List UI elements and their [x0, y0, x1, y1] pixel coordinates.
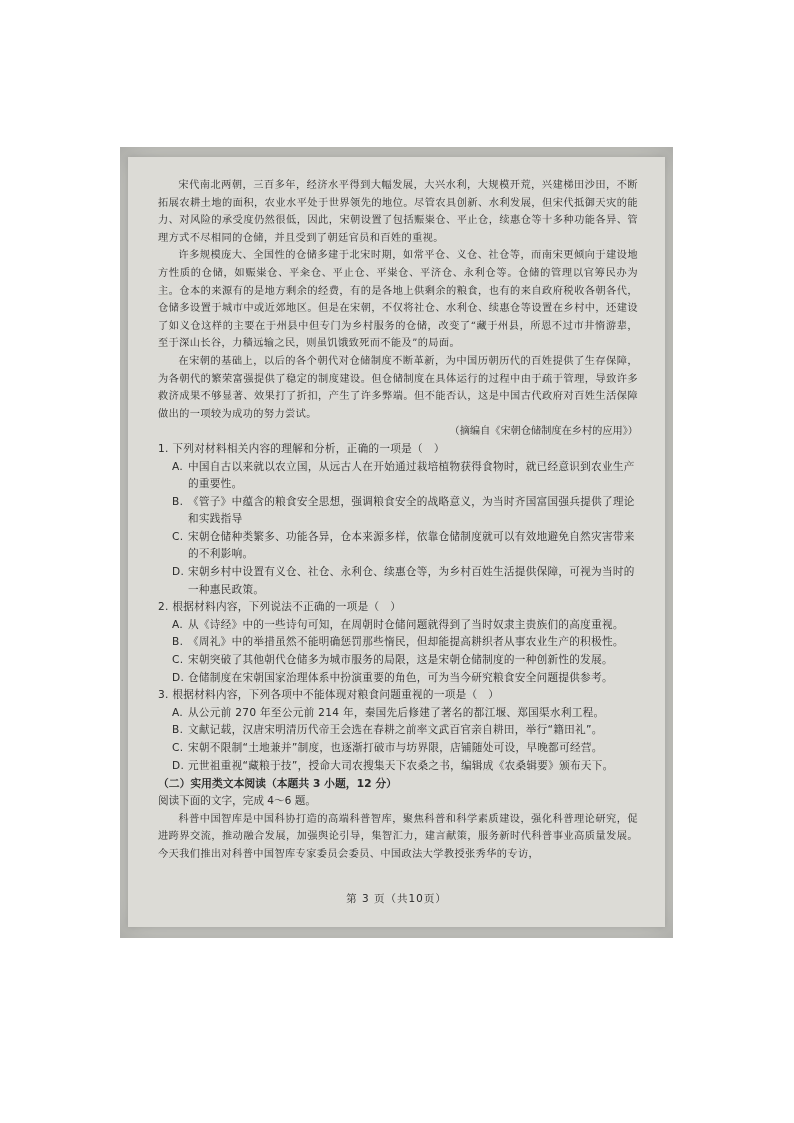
- option-label: B.: [172, 636, 184, 649]
- page-content: [158, 177, 638, 864]
- question-2-stem: 2. 根据材料内容，下列说法不正确的一项是（ ）: [158, 601, 402, 614]
- question-1-option-c: [172, 529, 638, 564]
- option-text: 宋朝不限制“土地兼并”制度，也逐渐打破市与坊界限，店铺随处可设，早晚都可经营。: [188, 742, 603, 754]
- question-1-option-b: [172, 494, 638, 529]
- photo-background: [120, 147, 673, 938]
- option-label: A.: [172, 706, 184, 719]
- passage-paragraph-2: 许多规模庞大、全国性的仓储多建于北宋时期，如常平仓、义仓、社仓等，而南宋更倾向于建设地方性质的仓储，如赈粜仓、平籴仓、平止仓、平粜仓、平济仓、永利仓等。仓储的管理以官筹民办为主。仓本的来源有的是地方剩余的经费，有的是各地上供剩余的粮食，也有的来自政府税收各朝各代，仓储多设置于城市中或近郊地区。但是在宋朝，不仅将社仓、水利仓、续惠仓等设置在乡村中，还建设了如义仓这样的主要在于州县中但专门为乡村服务的仓储，改变了“藏于州县，所恩不过市井惰游辈，至于深山长谷，力穑远输之民，则虽饥饿致死而不能及”的局面。: [158, 250, 638, 350]
- option-text: 《周礼》中的举措虽然不能明确惩罚那些惰民，但却能提高耕织者从事农业生产的积极性。: [188, 636, 624, 649]
- exam-page: [128, 157, 665, 927]
- option-text: 元世祖重视“藏粮于技”，授命大司农搜集天下农桑之书，编辑成《农桑辑要》颁布天下。: [188, 759, 614, 772]
- option-label: A.: [172, 618, 184, 631]
- option-label: C.: [172, 742, 184, 754]
- section-paragraph: 科普中国智库是中国科协打造的高端科普智库，聚焦科普和科学素质建设，强化科普理论研究，促进跨界交流，推动融合发展，加强舆论引导，集智汇力，建言献策，服务新时代科普事业高质量发展。今天我们推出对科普中国智库专家委员会委员、中国政法大学教授张秀华的专访，: [158, 813, 638, 860]
- option-label: C.: [172, 530, 184, 543]
- option-text: 宋朝突破了其他朝代仓储多为城市服务的局限，这是宋朝仓储制度的一种创新性的发展。: [188, 654, 613, 667]
- option-label: B.: [172, 724, 184, 737]
- option-label: C.: [172, 654, 184, 667]
- option-text: 仓储制度在宋朝国家治理体系中扮演重要的角色，可为当今研究粮食安全问题提供参考。: [188, 671, 613, 684]
- passage-source: （摘编自《宋朝仓储制度在乡村的应用》）: [449, 426, 638, 438]
- option-label: B.: [172, 495, 184, 508]
- option-text: 从《诗经》中的一些诗句可知，在周朝时仓储问题就得到了当时奴隶主贵族们的高度重视。: [188, 618, 624, 631]
- question-1-option-d: [172, 564, 638, 599]
- option-label: A.: [172, 460, 184, 473]
- question-3-option-d: [172, 758, 638, 776]
- passage-paragraph-3: 在宋朝的基础上，以后的各个朝代对仓储制度不断革新，为中国历朝历代的百姓提供了生存保障，为各朝代的繁荣富强提供了稳定的制度建设。但仓储制度在具体运行的过程中由于疏于管理，导致许多救济成果不够显著、效果打了折扣，产生了许多弊端。但不能否认，这是中国古代政府对百姓生活保障做出的一项较为成功的努力尝试。: [158, 355, 638, 420]
- question-3-option-b: [172, 722, 638, 740]
- option-text: 《管子》中蕴含的粮食安全思想，强调粮食安全的战略意义，为当时齐国富国强兵提供了理论和实践指导: [188, 495, 635, 526]
- option-label: D.: [172, 671, 185, 684]
- option-text: 中国自古以来就以农立国，从远古人在开始通过栽培植物获得食物时，就已经意识到农业生产的重要性。: [188, 460, 635, 491]
- question-2-option-b: [172, 634, 638, 652]
- question-1-option-a: [172, 459, 638, 494]
- option-text: 宋朝仓储种类繁多、功能各异，仓本来源多样，依靠仓储制度就可以有效地避免自然灾害带来的不利影响。: [188, 530, 635, 561]
- question-3-option-c: [172, 740, 638, 758]
- question-3-stem: 3. 根据材料内容，下列各项中不能体现对粮食问题重视的一项是（ ）: [158, 689, 500, 702]
- section-heading: （二）实用类文本阅读（本题共 3 小题，12 分）: [158, 777, 397, 791]
- option-text: 文献记载，汉唐宋明清历代帝王会选在春耕之前率文武百官亲自耕田，举行“籍田礼”。: [188, 724, 603, 737]
- passage-paragraph-1: 宋代南北两朝，三百多年，经济水平得到大幅发展，大兴水利，大规模开荒，兴建梯田沙田，不断拓展农耕土地的面积，农业水平处于世界领先的地位。尽管农具创新、水利发展，但宋代抵御天灾的能力、对风险的承受度仍然很低，因此，宋朝设置了包括赈粜仓、平止仓，续惠仓等十多种功能各异、管理方式不尽相同的仓储，并且受到了朝廷官员和百姓的重视。: [158, 180, 638, 244]
- option-label: D.: [172, 566, 185, 579]
- question-2-option-c: [172, 652, 638, 670]
- option-text: 从公元前 270 年至公元前 214 年，秦国先后修建了著名的都江堰、郑国渠水利工程。: [188, 706, 605, 719]
- question-2-option-d: [172, 670, 638, 688]
- question-1-stem: 1. 下列对材料相关内容的理解和分析，正确的一项是（ ）: [158, 442, 445, 455]
- option-text: 宋朝乡村中设置有义仓、社仓、永利仓、续惠仓等，为乡村百姓生活提供保障，可视为当时的一种惠民政策。: [188, 566, 635, 596]
- question-2-option-a: [172, 617, 638, 635]
- option-label: D.: [172, 759, 185, 772]
- page-number: 第 3 页（共10页）: [346, 893, 447, 905]
- question-3-option-a: [172, 705, 638, 723]
- section-instruction: 阅读下面的文字，完成 4～6 题。: [158, 795, 316, 808]
